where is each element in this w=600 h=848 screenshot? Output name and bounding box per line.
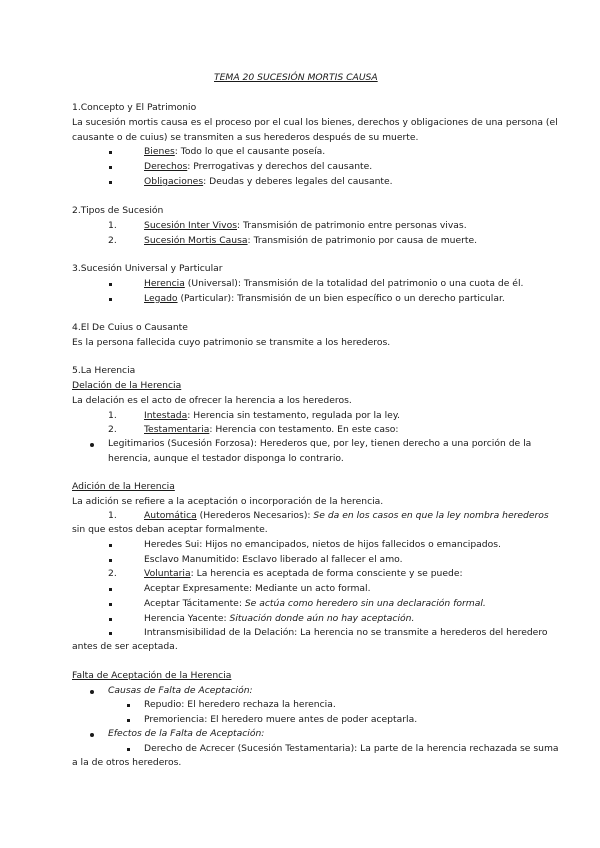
term-voluntaria: Voluntaria <box>144 568 191 579</box>
section-4-heading: 4.El De Cuius o Causante <box>72 322 188 333</box>
definition-obligaciones: : Deudas y deberes legales del causante. <box>203 176 393 187</box>
term-intestada: Intestada <box>144 410 188 421</box>
term-derechos: Derechos <box>144 161 188 172</box>
legitimarios-line-2: herencia, aunque el testador disponga lo contrario. <box>108 453 344 464</box>
list-number: 2. <box>108 235 117 246</box>
bullet-square <box>127 748 130 751</box>
definition-voluntaria: : La herencia es aceptada de forma consciente y se puede: <box>190 568 463 579</box>
section-1-paragraph-line-2: causante o de cuius) se transmiten a sus herederos después de su muerte. <box>72 132 419 143</box>
bullet-square <box>109 166 112 169</box>
list-item-automatica <box>144 510 549 522</box>
term-legado: Legado <box>144 293 178 304</box>
adicion-title: Adición de la Herencia <box>72 481 175 492</box>
list-item-yacente <box>144 613 414 625</box>
adicion-paragraph: La adición se refiere a la aceptación o incorporación de la herencia. <box>72 496 384 507</box>
causas-heading: Causas de Falta de Aceptación: <box>108 685 253 696</box>
section-5-heading: 5.La Herencia <box>72 365 136 376</box>
list-item-derechos <box>144 161 372 173</box>
definition-inter-vivos: : Transmisión de patrimonio entre personas vivas. <box>237 220 467 231</box>
definition-bienes: : Todo lo que el causante poseía. <box>174 146 326 157</box>
bullet-square <box>109 181 112 184</box>
bullet-square <box>109 151 112 154</box>
bullet-square <box>109 603 112 606</box>
bullet-dot <box>90 443 94 447</box>
list-item-repudio: Repudio: El heredero rechaza la herencia. <box>144 699 336 710</box>
efectos-heading: Efectos de la Falta de Aceptación: <box>108 728 265 739</box>
term-bienes: Bienes <box>144 146 175 157</box>
list-item-expresamente: Aceptar Expresamente: Mediante un acto formal. <box>144 583 371 594</box>
term-automatica: Automática <box>144 510 197 521</box>
list-number: 2. <box>108 424 117 435</box>
definition-intestada: : Herencia sin testamento, regulada por la ley. <box>187 410 400 421</box>
automatica-italic: Se da en los casos en que la ley nombra herederos <box>313 510 549 521</box>
acrecer-continuation: a la de otros herederos. <box>72 757 182 768</box>
term-obligaciones: Obligaciones <box>144 176 204 187</box>
list-item-testamentaria <box>144 424 399 436</box>
list-item-mortis-causa <box>144 235 477 247</box>
tacitamente-italic: Se actúa como heredero sin una declaración formal. <box>244 598 486 609</box>
list-item-heredes-sui: Heredes Sui: Hijos no emancipados, nietos de hijos fallecidos o emancipados. <box>144 539 501 550</box>
falta-title: Falta de Aceptación de la Herencia <box>72 670 232 681</box>
definition-herencia: (Universal): Transmisión de la totalidad del patrimonio o una cuota de él. <box>184 278 524 289</box>
delacion-title: Delación de la Herencia <box>72 380 182 391</box>
list-item-tacitamente <box>144 598 486 610</box>
bullet-dot <box>90 733 94 737</box>
list-item-legado <box>144 293 505 305</box>
term-herencia: Herencia <box>144 278 185 289</box>
definition-derechos: : Prerrogativas y derechos del causante. <box>187 161 373 172</box>
list-number: 1. <box>108 410 117 421</box>
list-item-bienes <box>144 146 325 158</box>
definition-mortis-causa: : Transmisión de patrimonio por causa de muerte. <box>247 235 478 246</box>
list-item-intestada <box>144 410 400 422</box>
list-number: 1. <box>108 510 117 521</box>
list-number: 1. <box>108 220 117 231</box>
yacente-italic: Situación donde aún no hay aceptación. <box>229 613 415 624</box>
list-item-intransmisibilidad: Intransmisibilidad de la Delación: La herencia no se transmite a herederos del heredero <box>144 627 548 638</box>
list-item-voluntaria <box>144 568 463 580</box>
section-3-heading: 3.Sucesión Universal y Particular <box>72 263 223 274</box>
list-number: 2. <box>108 568 117 579</box>
term-mortis-causa: Sucesión Mortis Causa <box>144 235 248 246</box>
section-2-heading: 2.Tipos de Sucesión <box>72 205 164 216</box>
list-item-inter-vivos <box>144 220 467 232</box>
list-item-premoriencia: Premoriencia: El heredero muere antes de poder aceptarla. <box>144 714 418 725</box>
automatica-continuation: sin que estos deban aceptar formalmente. <box>72 524 268 535</box>
definition-legado: (Particular): Transmisión de un bien específico o un derecho particular. <box>177 293 505 304</box>
section-4-paragraph: Es la persona fallecida cuyo patrimonio se transmite a los herederos. <box>72 337 391 348</box>
term-testamentaria: Testamentaria <box>144 424 210 435</box>
list-item-obligaciones <box>144 176 393 188</box>
list-item-esclavo: Esclavo Manumitido: Esclavo liberado al fallecer el amo. <box>144 554 403 565</box>
bullet-square <box>109 632 112 635</box>
bullet-square <box>109 559 112 562</box>
bullet-square <box>109 283 112 286</box>
bullet-square <box>109 588 112 591</box>
list-item-acrecer: Derecho de Acrecer (Sucesión Testamentaria): La parte de la herencia rechazada se suma <box>144 743 559 754</box>
list-item-herencia <box>144 278 523 290</box>
legitimarios-line-1: Legitimarios (Sucesión Forzosa): Herederos que, por ley, tienen derecho a una porción de la <box>108 438 532 449</box>
automatica-label: (Herederos Necesarios): <box>196 510 314 521</box>
tacitamente-label: Aceptar Tácitamente: <box>144 598 245 609</box>
page-title: TEMA 20 SUCESIÓN MORTIS CAUSA <box>214 72 378 83</box>
bullet-square <box>109 618 112 621</box>
section-1-paragraph-line-1: La sucesión mortis causa es el proceso por el cual los bienes, derechos y obligaciones de una persona (el <box>72 117 558 128</box>
definition-testamentaria: : Herencia con testamento. En este caso: <box>209 424 399 435</box>
bullet-square <box>127 704 130 707</box>
bullet-square <box>109 544 112 547</box>
bullet-square <box>127 719 130 722</box>
bullet-square <box>109 298 112 301</box>
yacente-label: Herencia Yacente: <box>144 613 230 624</box>
bullet-dot <box>90 690 94 694</box>
delacion-paragraph: La delación es el acto de ofrecer la herencia a los herederos. <box>72 395 352 406</box>
section-1-heading: 1.Concepto y El Patrimonio <box>72 102 197 113</box>
term-inter-vivos: Sucesión Inter Vivos <box>144 220 238 231</box>
intransmisibilidad-continuation: antes de ser aceptada. <box>72 641 178 652</box>
